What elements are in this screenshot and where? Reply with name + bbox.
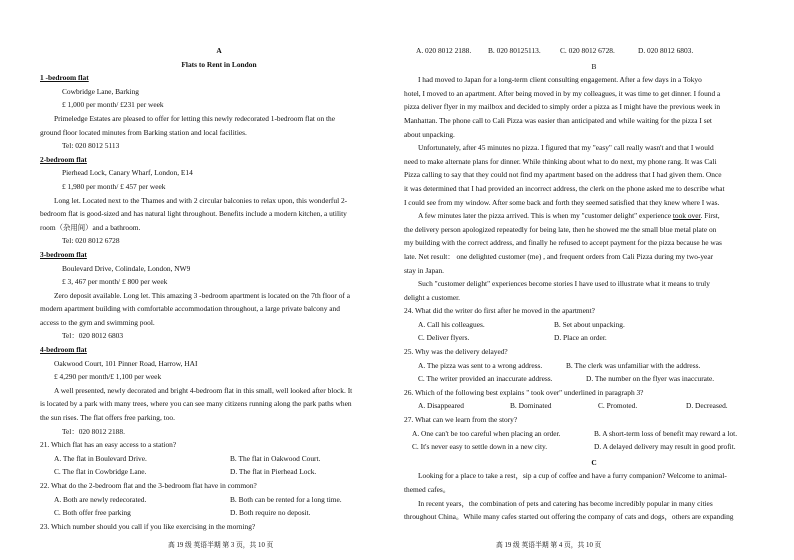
q23-option-c[interactable]: C. 020 8012 6728.	[560, 46, 615, 55]
q27-option-c[interactable]: C. It's never easy to settle down in a new city.	[412, 442, 548, 452]
q26-options	[404, 399, 784, 413]
section-a-label: A	[216, 46, 222, 55]
flat2-heading: 2-bedroom flat	[40, 154, 87, 164]
flat3-tel: Tel：020 8012 6803	[62, 331, 124, 341]
q21-options-row1	[40, 452, 398, 466]
q26-stem: 26. Which of the following best explains " took over" underlined in paragraph 3?	[404, 387, 644, 397]
q23-option-d[interactable]: D. 020 8012 6803.	[638, 46, 694, 55]
flat2-tel: Tel: 020 8012 6728	[62, 236, 120, 246]
q25-options-row1	[404, 359, 784, 373]
c-p2-line1: In recent years，the combination of pets and catering has become incredibly popular in many cities	[418, 498, 713, 508]
flat3-desc-3: access to the gym and swimming pool.	[40, 317, 155, 327]
flat3-desc-1: Zero deposit available. Long let. This amazing 3 -bedroom apartment is located on the 7th floor of a	[54, 290, 351, 300]
q24-stem: 24. What did the writer do first after he moved in the apartment?	[404, 306, 595, 316]
flat2-desc-1: Long let. Located next to the Thames and with 2 circular balconies to relax upon, this wonderful 2-	[54, 195, 348, 205]
b-p1-line3: pizza deliver flyer in my mailbox and decided to simply order a pizza as I might have the previous week in	[404, 102, 721, 112]
flat3-desc-2: modern apartment building with comfortable accommodation throughout, a large private balcony and	[40, 304, 340, 314]
section-c-label: C	[591, 457, 597, 467]
flat3-price: £ 3, 467 per month/ £ 800 per week	[62, 277, 168, 287]
q25-option-b[interactable]: B. The clerk was unfamiliar with the address.	[566, 360, 701, 370]
q23-option-b[interactable]: B. 020 80125113.	[488, 46, 541, 55]
q24-options-row2	[404, 331, 784, 345]
flat4-desc-1: A well presented, newly decorated and bright 4-bedroom flat in this small, well looked after block. It	[54, 385, 353, 395]
q26-option-b[interactable]: B. Dominated	[510, 401, 552, 411]
q22-option-c[interactable]: C. Both offer free parking	[54, 508, 131, 518]
q22-option-b[interactable]: B. Both can be rented for a long time.	[230, 494, 342, 504]
flat3-address: Boulevard Drive, Colindale, London, NW9	[62, 263, 191, 273]
q27-option-b[interactable]: B. A short-term loss of benefit may reward a lot.	[594, 428, 738, 438]
b-p3-line1	[404, 209, 784, 223]
q23-stem: 23. Which number should you call if you like exercising in the morning?	[40, 521, 256, 531]
section-b-label: B	[591, 61, 597, 71]
flat4-tel: Tel：020 8012 2188.	[62, 426, 125, 436]
q24-option-a[interactable]: A. Call his colleagues.	[418, 319, 485, 329]
b-p3-line5: stay in Japan.	[404, 265, 445, 275]
q21-option-a[interactable]: A. The flat in Boulevard Drive.	[54, 453, 147, 463]
b-p1-line2: hotel, I moved to an apartment. After being moved in by my colleagues, it was time to get dinner. I found a	[404, 88, 721, 98]
q27-option-a[interactable]: A. One can't be too careful when placing an order.	[412, 428, 561, 438]
c-p1-line1: Looking for a place to take a rest，sip a cup of coffee and have a furry companion? Welcome to animal-	[418, 471, 727, 481]
b-p3-line2: the delivery person apologized repeatedly for being late, then he showed me the small blue metal plate on	[404, 224, 717, 234]
q21-options-row2	[40, 465, 398, 479]
q21-stem: 21. Which flat has an easy access to a station?	[40, 440, 177, 450]
flat2-desc-2: bedroom flat is good-sized and has natural light throughout. Benefits include a modern kitchen, a utility	[40, 209, 347, 219]
q24-option-b[interactable]: B. Set about unpacking.	[554, 319, 625, 329]
q25-option-d[interactable]: D. The number on the flyer was inaccurate.	[586, 374, 715, 384]
left-column	[40, 44, 398, 533]
b-p2-line1: Unfortunately, after 45 minutes no pizza. I figured that my "easy" call really wasn't and that I would	[418, 143, 714, 153]
q27-options-row2	[404, 440, 784, 454]
flat1-tel: Tel: 020 8012 5113	[62, 141, 120, 151]
q22-option-d[interactable]: D. Both require no deposit.	[230, 508, 311, 518]
b-p2-line2: need to make alternate plans for dinner. While thinking about what to do next, my phone rang. It was Cali	[404, 156, 717, 166]
q24-options-row1	[404, 318, 784, 332]
q24-option-d[interactable]: D. Place an order.	[554, 333, 607, 343]
q27-option-d[interactable]: D. A delayed delivery may result in good profit.	[594, 442, 736, 452]
passage-a-title: Flats to Rent in London	[181, 59, 257, 69]
q27-stem: 27. What can we learn from the story?	[404, 415, 518, 425]
b-p2-line3: Pizza calling to say that they could not find my apartment based on the address that I had given them. Once	[404, 170, 722, 180]
flat1-price: £ 1,000 per month/ £231 per week	[62, 100, 164, 110]
flat1-desc-2: ground floor located minutes from Barking station and local facilities.	[40, 127, 247, 137]
flat2-desc-3: room（杂用间）and a bathroom.	[40, 222, 141, 232]
right-page-footer: 高 19 级 英语半期 第 4 页，共 10 页	[496, 542, 602, 549]
q25-stem: 25. Why was the delivery delayed?	[404, 347, 508, 357]
q21-option-d[interactable]: D. The flat in Pierhead Lock.	[230, 467, 317, 477]
flat4-address: Oakwood Court, 101 Pinner Road, Harrow, HAI	[54, 358, 198, 368]
q27-options-row1	[404, 427, 784, 441]
q26-option-d[interactable]: D. Decreased.	[686, 401, 728, 411]
flat2-address: Pierhead Lock, Canary Wharf, London, E14	[62, 168, 193, 178]
q22-option-a[interactable]: A. Both are newly redecorated.	[54, 494, 147, 504]
q22-options-row1	[40, 493, 398, 507]
q21-option-b[interactable]: B. The flat in Oakwood Court.	[230, 453, 321, 463]
b-p4-line1: Such "customer delight" experiences become stories I have used to illustrate what it means to truly	[418, 279, 710, 289]
b-p3-line3: my building with the correct address, and finally he refused to accept payment for the pizza because he was	[404, 238, 722, 248]
flat1-heading: 1 -bedroom flat	[40, 73, 89, 83]
q23-option-a[interactable]: A. 020 8012 2188.	[416, 46, 472, 55]
c-p2-line2: throughout China。While many cafes started out offering the company of cats and dogs，others are expanding	[404, 512, 734, 522]
q22-stem: 22. What do the 2-bedroom flat and the 3-bedroom flat have in common?	[40, 481, 257, 490]
flat3-heading: 3-bedroom flat	[40, 249, 87, 259]
q25-option-a[interactable]: A. The pizza was sent to a wrong address.	[418, 360, 543, 370]
b-p2-line5: I could see from my window. After some back and forth they seemed satisfied that they knew where I was.	[404, 197, 720, 207]
b-p1-line4: Manhattan. The phone call to Cali Pizza was easier than anticipated and while waiting for the pizza I set	[404, 115, 712, 125]
right-column	[404, 44, 784, 524]
b-p3-line4: late. Net result： one delighted customer (me) , and frequent orders from Cali Pizza during my two-year	[404, 251, 714, 261]
q25-options-row2	[404, 372, 784, 386]
q25-option-c[interactable]: C. The writer provided an inaccurate address.	[418, 374, 553, 384]
flat4-price: £ 4,290 per month/£ 1,100 per week	[54, 372, 162, 382]
left-page-footer: 高 19 级 英语半期 第 3 页，共 10 页	[168, 542, 274, 549]
q24-option-c[interactable]: C. Deliver flyers.	[418, 333, 470, 343]
q21-option-c[interactable]: C. The flat in Cowbridge Lane.	[54, 467, 147, 477]
flat1-desc-1: Primeledge Estates are pleased to offer for letting this newly redecorated 1-bedroom flat on the	[54, 113, 336, 123]
q23-options	[404, 44, 784, 58]
flat4-heading: 4-bedroom flat	[40, 345, 87, 355]
flat4-desc-3: the sun rises. The flat offers free parking, too.	[40, 413, 175, 423]
b-p1-line5: about unpacking.	[404, 129, 455, 139]
q26-option-c[interactable]: C. Promoted.	[598, 401, 638, 411]
took-over-underlined: took over	[672, 211, 701, 221]
b-p4-line2: delight a customer.	[404, 292, 461, 302]
flat1-address: Cowbridge Lane, Barking	[62, 86, 139, 96]
q26-option-a[interactable]: A. Disappeared	[418, 401, 464, 411]
flat4-desc-2: is located by a park with many trees, where you can see many citizens running along the park paths when	[40, 399, 352, 409]
b-p3-pre: A few minutes later the pizza arrived. This is when my "customer delight" experience	[418, 211, 673, 221]
b-p3-post: . First,	[700, 211, 720, 221]
flat2-price: £ 1,980 per month/ £ 457 per week	[62, 181, 166, 191]
b-p1-line1: I had moved to Japan for a long-term client consulting engagement. After a few days in a Tokyo	[418, 75, 702, 85]
c-p1-line2: themed cafes。	[404, 485, 451, 494]
b-p2-line4: it was determined that I had provided an incorrect address, the clerk on the phone asked me to describe what	[404, 183, 725, 193]
q22-options-row2	[40, 506, 398, 520]
